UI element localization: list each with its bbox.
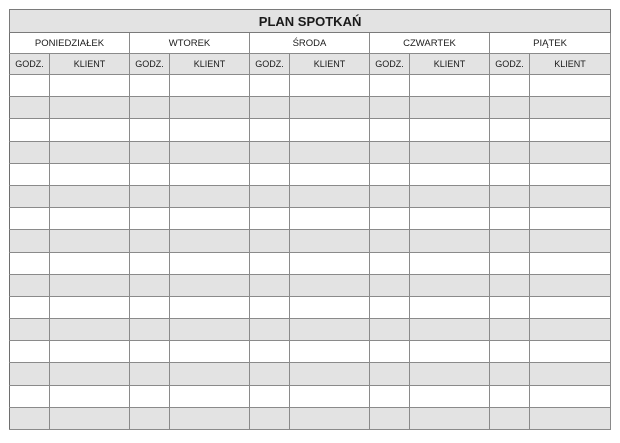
hour-cell[interactable] (250, 97, 290, 119)
hour-cell[interactable] (130, 341, 170, 363)
hour-cell[interactable] (370, 141, 410, 163)
client-cell[interactable] (290, 319, 370, 341)
hour-cell[interactable] (10, 75, 50, 97)
hour-cell[interactable] (130, 185, 170, 207)
hour-cell[interactable] (10, 185, 50, 207)
hour-cell[interactable] (250, 252, 290, 274)
hour-cell[interactable] (370, 230, 410, 252)
client-cell[interactable] (290, 119, 370, 141)
client-cell[interactable] (170, 363, 250, 385)
table-row (10, 341, 611, 363)
table-row (10, 163, 611, 185)
day-header-3: CZWARTEK (370, 33, 490, 54)
client-column-header: KLIENT (50, 54, 130, 75)
client-cell[interactable] (290, 97, 370, 119)
hour-cell[interactable] (130, 163, 170, 185)
day-header-4: PIĄTEK (490, 33, 611, 54)
hour-cell[interactable] (10, 341, 50, 363)
client-cell[interactable] (530, 119, 611, 141)
hour-cell[interactable] (10, 119, 50, 141)
hour-cell[interactable] (370, 274, 410, 296)
client-cell[interactable] (50, 252, 130, 274)
client-cell[interactable] (410, 141, 490, 163)
client-cell[interactable] (50, 407, 130, 429)
client-cell[interactable] (170, 185, 250, 207)
hour-cell[interactable] (250, 185, 290, 207)
client-cell[interactable] (170, 341, 250, 363)
client-cell[interactable] (290, 252, 370, 274)
day-header-1: WTOREK (130, 33, 250, 54)
client-cell[interactable] (290, 341, 370, 363)
hour-cell[interactable] (490, 141, 530, 163)
hour-cell[interactable] (490, 341, 530, 363)
hour-cell[interactable] (250, 319, 290, 341)
hour-cell[interactable] (10, 296, 50, 318)
client-cell[interactable] (170, 163, 250, 185)
hour-cell[interactable] (130, 97, 170, 119)
client-cell[interactable] (50, 208, 130, 230)
hour-cell[interactable] (250, 163, 290, 185)
hour-cell[interactable] (370, 75, 410, 97)
client-cell[interactable] (530, 185, 611, 207)
hour-cell[interactable] (10, 97, 50, 119)
client-cell[interactable] (410, 296, 490, 318)
client-cell[interactable] (530, 407, 611, 429)
client-cell[interactable] (50, 141, 130, 163)
client-cell[interactable] (170, 296, 250, 318)
client-cell[interactable] (410, 341, 490, 363)
hour-cell[interactable] (490, 363, 530, 385)
hour-cell[interactable] (10, 363, 50, 385)
hour-cell[interactable] (490, 407, 530, 429)
hour-cell[interactable] (370, 341, 410, 363)
hour-cell[interactable] (10, 252, 50, 274)
hour-cell[interactable] (10, 230, 50, 252)
client-cell[interactable] (410, 208, 490, 230)
hour-cell[interactable] (370, 363, 410, 385)
client-cell[interactable] (170, 274, 250, 296)
client-cell[interactable] (410, 407, 490, 429)
hour-cell[interactable] (130, 230, 170, 252)
hour-cell[interactable] (130, 75, 170, 97)
client-cell[interactable] (290, 230, 370, 252)
client-cell[interactable] (50, 230, 130, 252)
day-header-0: PONIEDZIAŁEK (10, 33, 130, 54)
hour-column-header: GODZ. (370, 54, 410, 75)
client-cell[interactable] (410, 385, 490, 407)
client-cell[interactable] (530, 341, 611, 363)
client-cell[interactable] (410, 119, 490, 141)
plan-title: PLAN SPOTKAŃ (10, 10, 611, 33)
client-cell[interactable] (50, 185, 130, 207)
table-row (10, 252, 611, 274)
hour-cell[interactable] (370, 252, 410, 274)
client-cell[interactable] (290, 75, 370, 97)
client-cell[interactable] (290, 296, 370, 318)
client-cell[interactable] (50, 319, 130, 341)
hour-cell[interactable] (10, 407, 50, 429)
client-cell[interactable] (290, 385, 370, 407)
hour-column-header: GODZ. (490, 54, 530, 75)
hour-cell[interactable] (250, 75, 290, 97)
client-cell[interactable] (530, 296, 611, 318)
hour-cell[interactable] (10, 385, 50, 407)
table-row (10, 141, 611, 163)
hour-cell[interactable] (250, 230, 290, 252)
table-row (10, 97, 611, 119)
day-header-2: ŚRODA (250, 33, 370, 54)
hour-cell[interactable] (130, 141, 170, 163)
client-cell[interactable] (290, 407, 370, 429)
hour-cell[interactable] (370, 163, 410, 185)
client-cell[interactable] (410, 252, 490, 274)
client-cell[interactable] (530, 230, 611, 252)
hour-cell[interactable] (490, 274, 530, 296)
table-row (10, 385, 611, 407)
client-cell[interactable] (530, 75, 611, 97)
client-cell[interactable] (50, 363, 130, 385)
client-cell[interactable] (530, 208, 611, 230)
hour-cell[interactable] (130, 363, 170, 385)
client-cell[interactable] (530, 319, 611, 341)
hour-cell[interactable] (130, 385, 170, 407)
hour-cell[interactable] (250, 296, 290, 318)
table-row (10, 185, 611, 207)
client-cell[interactable] (530, 97, 611, 119)
client-cell[interactable] (410, 230, 490, 252)
hour-cell[interactable] (10, 208, 50, 230)
hour-cell[interactable] (370, 97, 410, 119)
client-cell[interactable] (170, 208, 250, 230)
client-cell[interactable] (170, 75, 250, 97)
client-cell[interactable] (410, 97, 490, 119)
hour-cell[interactable] (130, 319, 170, 341)
client-cell[interactable] (50, 119, 130, 141)
table-row (10, 274, 611, 296)
table-row (10, 75, 611, 97)
hour-column-header: GODZ. (130, 54, 170, 75)
table-row (10, 407, 611, 429)
hour-cell[interactable] (250, 141, 290, 163)
hour-cell[interactable] (490, 319, 530, 341)
hour-cell[interactable] (130, 296, 170, 318)
hour-cell[interactable] (250, 341, 290, 363)
hour-cell[interactable] (370, 208, 410, 230)
hour-cell[interactable] (490, 230, 530, 252)
client-cell[interactable] (410, 274, 490, 296)
hour-cell[interactable] (490, 252, 530, 274)
hour-cell[interactable] (10, 274, 50, 296)
client-cell[interactable] (410, 75, 490, 97)
hour-cell[interactable] (130, 252, 170, 274)
table-row (10, 319, 611, 341)
hour-cell[interactable] (10, 319, 50, 341)
hour-cell[interactable] (370, 319, 410, 341)
hour-cell[interactable] (490, 208, 530, 230)
hour-cell[interactable] (250, 407, 290, 429)
table-row (10, 119, 611, 141)
client-cell[interactable] (530, 363, 611, 385)
client-cell[interactable] (410, 185, 490, 207)
meeting-plan-sheet (9, 9, 611, 430)
hour-cell[interactable] (250, 274, 290, 296)
client-cell[interactable] (530, 274, 611, 296)
client-cell[interactable] (530, 163, 611, 185)
hour-cell[interactable] (130, 208, 170, 230)
client-cell[interactable] (170, 252, 250, 274)
client-cell[interactable] (290, 274, 370, 296)
hour-cell[interactable] (490, 185, 530, 207)
client-cell[interactable] (50, 163, 130, 185)
hour-cell[interactable] (10, 141, 50, 163)
hour-cell[interactable] (490, 163, 530, 185)
hour-cell[interactable] (130, 274, 170, 296)
client-cell[interactable] (410, 163, 490, 185)
client-cell[interactable] (50, 97, 130, 119)
client-column-header: KLIENT (170, 54, 250, 75)
table-row (10, 296, 611, 318)
hour-cell[interactable] (370, 296, 410, 318)
client-cell[interactable] (290, 163, 370, 185)
client-cell[interactable] (170, 319, 250, 341)
hour-cell[interactable] (250, 385, 290, 407)
client-cell[interactable] (530, 252, 611, 274)
table-row (10, 208, 611, 230)
client-cell[interactable] (530, 141, 611, 163)
client-cell[interactable] (50, 296, 130, 318)
hour-cell[interactable] (130, 407, 170, 429)
hour-cell[interactable] (490, 75, 530, 97)
table-row (10, 230, 611, 252)
client-cell[interactable] (50, 274, 130, 296)
client-cell[interactable] (290, 185, 370, 207)
client-cell[interactable] (530, 385, 611, 407)
client-cell[interactable] (290, 363, 370, 385)
meeting-plan-table (9, 9, 611, 430)
hour-cell[interactable] (10, 163, 50, 185)
hour-cell[interactable] (490, 119, 530, 141)
hour-cell[interactable] (490, 385, 530, 407)
client-cell[interactable] (290, 208, 370, 230)
hour-cell[interactable] (250, 208, 290, 230)
client-column-header: KLIENT (410, 54, 490, 75)
client-cell[interactable] (50, 341, 130, 363)
hour-cell[interactable] (370, 385, 410, 407)
client-cell[interactable] (170, 407, 250, 429)
client-cell[interactable] (170, 119, 250, 141)
hour-cell[interactable] (250, 119, 290, 141)
client-column-header: KLIENT (290, 54, 370, 75)
hour-column-header: GODZ. (10, 54, 50, 75)
client-column-header: KLIENT (530, 54, 611, 75)
hour-cell[interactable] (370, 407, 410, 429)
client-cell[interactable] (170, 385, 250, 407)
hour-cell[interactable] (130, 119, 170, 141)
hour-column-header: GODZ. (250, 54, 290, 75)
hour-cell[interactable] (370, 119, 410, 141)
client-cell[interactable] (410, 363, 490, 385)
client-cell[interactable] (170, 97, 250, 119)
hour-cell[interactable] (250, 363, 290, 385)
client-cell[interactable] (50, 385, 130, 407)
client-cell[interactable] (410, 319, 490, 341)
hour-cell[interactable] (490, 296, 530, 318)
hour-cell[interactable] (490, 97, 530, 119)
table-row (10, 363, 611, 385)
client-cell[interactable] (50, 75, 130, 97)
client-cell[interactable] (290, 141, 370, 163)
client-cell[interactable] (170, 141, 250, 163)
client-cell[interactable] (170, 230, 250, 252)
hour-cell[interactable] (370, 185, 410, 207)
